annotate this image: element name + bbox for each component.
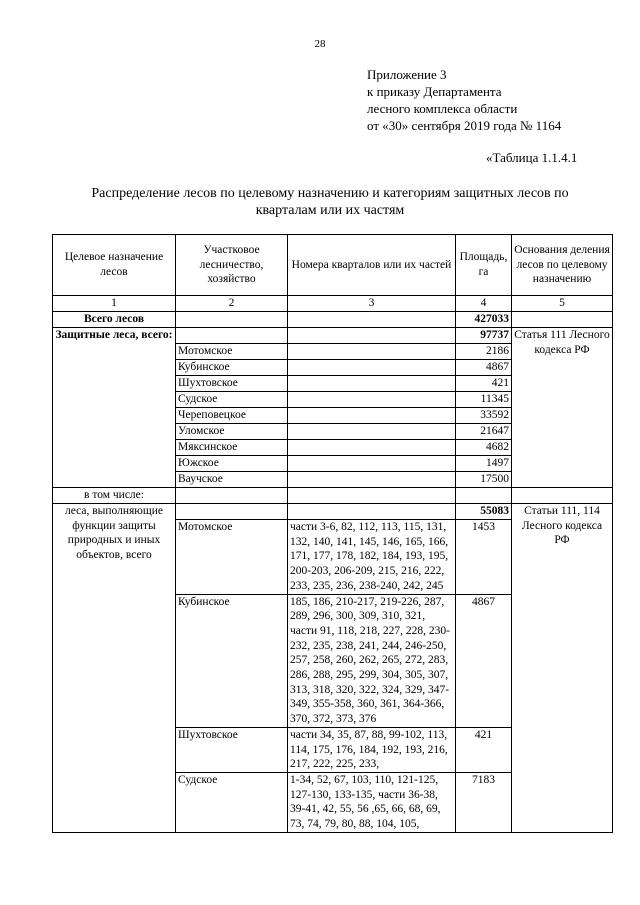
column-number: 2 [176,296,288,312]
forestry-name: Череповецкое [176,408,288,424]
appendix-line: к приказу Департамента [367,84,502,99]
forestry-name: Ваучское [176,472,288,488]
quarters-cell: 185, 186, 210-217, 219-226, 287, 289, 296, 300, 309, 310, 321, части 91, 118, 218, 227, 228, 230-232, 235, 238, 241, 244, 246-250, 257, 258, 260, 262, 265, 272, 283, 286, 288, 295, 299, 304, 305, 307, 313, 318, 320, 322, 324, 329, 347-349, 355-358, 360, 361, 364-366, 370, 372, 373, 376 [288,594,456,727]
including-row [53,488,613,504]
protective-label: Защитные леса, всего: [53,328,176,488]
area-cell: 421 [456,727,512,772]
protection-forests-total-row [53,504,613,520]
empty-cell [176,312,288,328]
empty-cell [288,312,456,328]
empty-cell [176,328,288,344]
protection-forests-area: 55083 [456,504,512,520]
protection-forests-basis: Статьи 111, 114 Лесного кодекса РФ [512,504,613,833]
header-cell: Целевое назначение лесов [53,235,176,296]
header-cell: Площадь, га [456,235,512,296]
empty-cell [288,328,456,344]
title-line: Распределение лесов по целевому назначению и категориям защитных лесов по [91,186,569,201]
quarters-cell: 1-34, 52, 67, 103, 110, 121-125, 127-130, 133-135, части 36-38, 39-41, 42, 55, 56 ,65, 66, 68, 69, 73, 74, 79, 80, 88, 104, 105, [288,772,456,832]
forestry-name: Мотомское [176,520,288,595]
including-label: в том числе: [53,488,176,504]
column-number: 1 [53,296,176,312]
forestry-name: Кубинское [176,594,288,727]
header-cell: Участковое лесничество, хозяйство [176,235,288,296]
forestry-name: Кубинское [176,360,288,376]
protection-forests-label: леса, выполняющие функции защиты природных и иных объектов, всего [53,504,176,833]
column-number: 3 [288,296,456,312]
header-cell: Номера кварталов или их частей [288,235,456,296]
quarters-cell [288,456,456,472]
area-cell: 2186 [456,344,512,360]
protective-basis: Статья 111 Лесного кодекса РФ [512,328,613,488]
area-cell: 4867 [456,594,512,727]
area-cell: 33592 [456,408,512,424]
column-number: 4 [456,296,512,312]
page-number: 28 [314,38,326,50]
empty-cell [456,488,512,504]
quarters-cell [288,344,456,360]
forestry-name: Мяксинское [176,440,288,456]
forestry-name: Мотомское [176,344,288,360]
quarters-cell [288,424,456,440]
empty-cell [288,488,456,504]
empty-cell [288,504,456,520]
table-caption: «Таблица 1.1.4.1 [486,150,578,165]
quarters-cell [288,392,456,408]
forestry-name: Судское [176,392,288,408]
quarters-cell [288,408,456,424]
area-cell: 1453 [456,520,512,595]
area-cell: 21647 [456,424,512,440]
appendix-line: от «30» сентября 2019 года № 1164 [367,118,562,133]
forestry-name: Шухтовское [176,727,288,772]
column-number-row [53,296,613,312]
area-cell: 1497 [456,456,512,472]
area-cell: 4867 [456,360,512,376]
empty-cell [512,312,613,328]
area-cell: 4682 [456,440,512,456]
quarters-cell [288,360,456,376]
protective-area: 97737 [456,328,512,344]
total-label: Всего лесов [53,312,176,328]
forestry-name: Шухтовское [176,376,288,392]
empty-cell [176,488,288,504]
header-cell: Основания деления лесов по целевому назначению [512,235,613,296]
title-line: кварталам или их частям [255,203,405,218]
area-cell: 11345 [456,392,512,408]
quarters-cell [288,376,456,392]
quarters-cell [288,472,456,488]
total-row [53,312,613,328]
area-cell: 17500 [456,472,512,488]
protective-total-row [53,328,613,344]
total-area: 427033 [456,312,512,328]
document-title [60,185,600,219]
table-header-row [53,235,613,296]
quarters-cell: части 34, 35, 87, 88, 99-102, 113, 114, 175, 176, 184, 192, 193, 216, 217, 222, 225, 233, [288,727,456,772]
appendix-line: лесного комплекса области [367,101,518,116]
empty-cell [512,488,613,504]
forestry-name: Южское [176,456,288,472]
column-number: 5 [512,296,613,312]
forest-distribution-table [52,234,613,833]
area-cell: 421 [456,376,512,392]
quarters-cell [288,440,456,456]
area-cell: 7183 [456,772,512,832]
forestry-name: Уломское [176,424,288,440]
quarters-cell: части 3-6, 82, 112, 113, 115, 131, 132, 140, 141, 145, 146, 165, 166, 171, 177, 178, 182, 184, 193, 195, 200-203, 206-209, 215, 216, 222, 233, 235, 236, 238-240, 242, 245 [288,520,456,595]
forestry-name: Судское [176,772,288,832]
empty-cell [176,504,288,520]
appendix-header [367,66,561,134]
appendix-line: Приложение 3 [367,67,447,82]
